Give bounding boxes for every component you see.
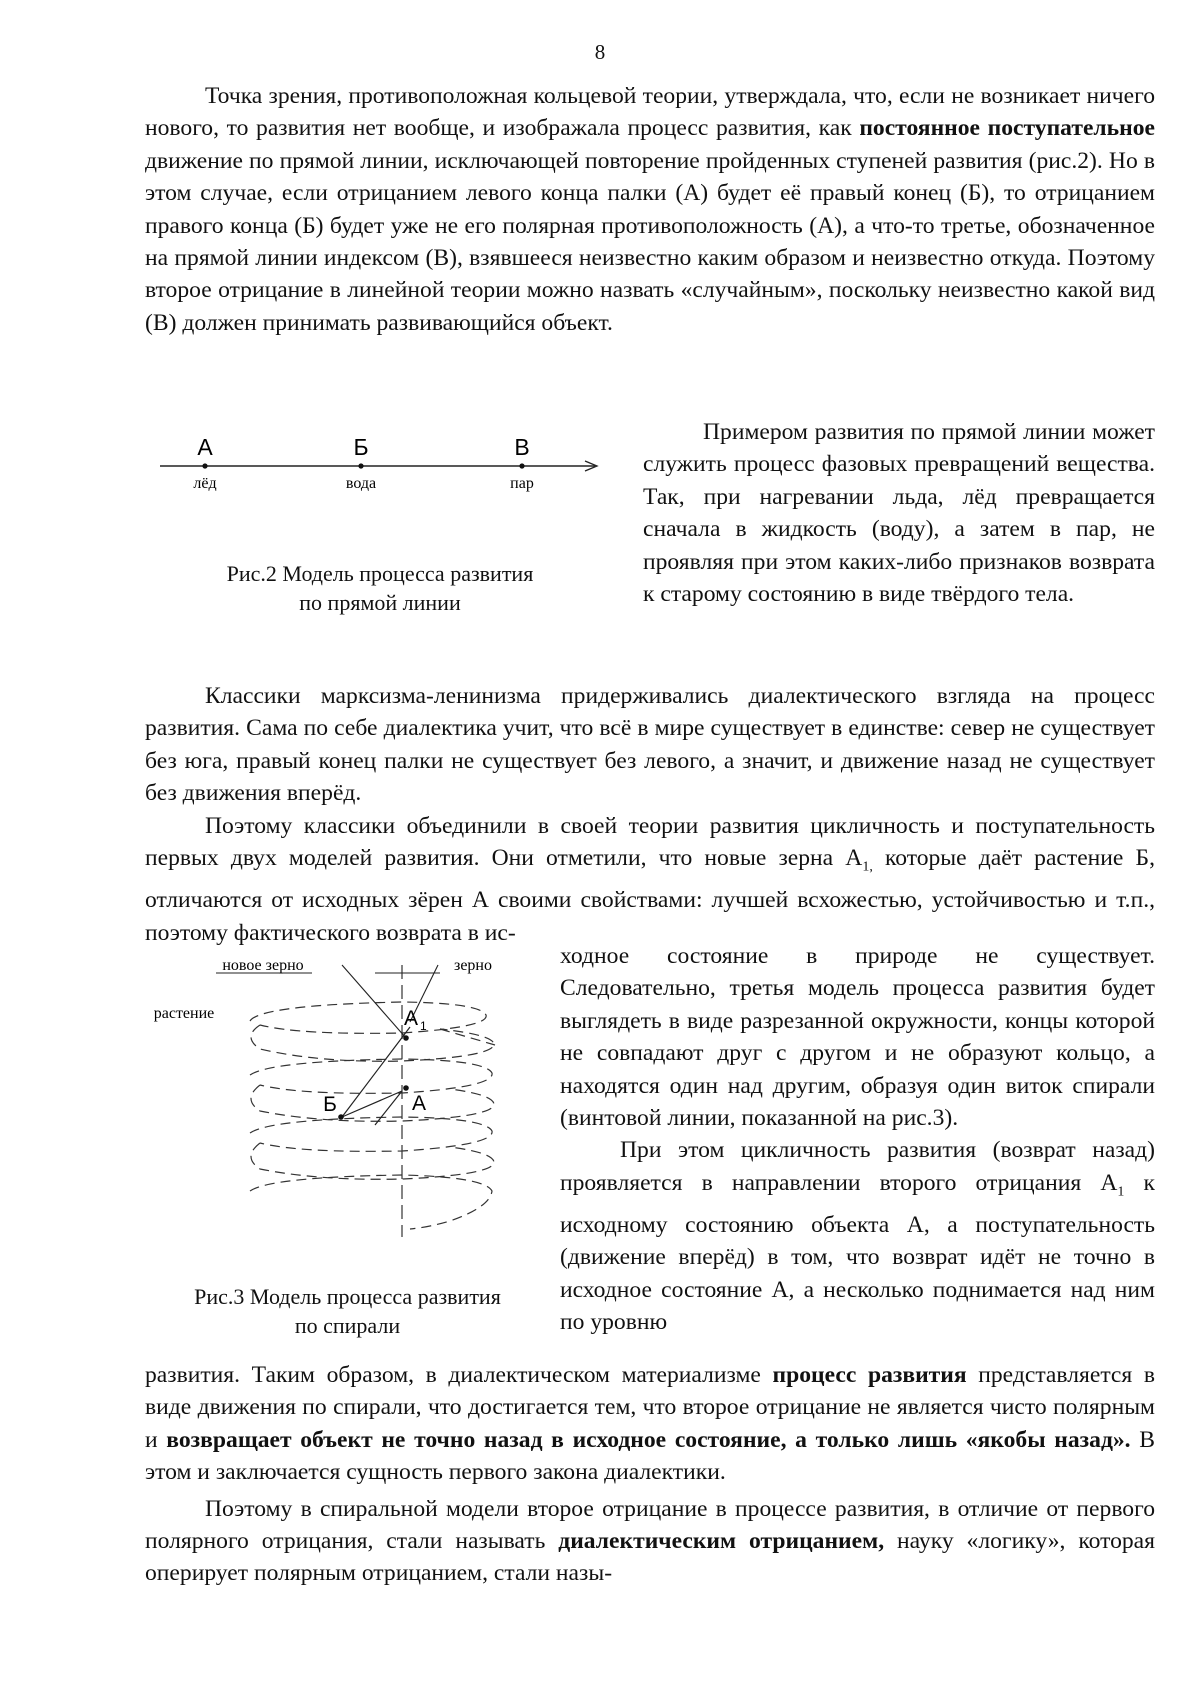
path-b-to-a [342, 1091, 402, 1117]
text-run: При этом цикличность развития (возврат назад) проявляется в направлении второго отрицания А [560, 1137, 1155, 1196]
point-a [403, 1085, 409, 1091]
label-b: Б [323, 1093, 337, 1116]
paragraph-linear-theory [145, 80, 1155, 339]
path-a1-to-b [342, 1027, 410, 1117]
label-plant: растение [153, 1005, 215, 1022]
caption-line: Рис.2 Модель процесса развития [226, 561, 534, 586]
path-a-tail [375, 1091, 402, 1125]
text-run: ходное состояние в природе не существует. Следовательно, третья модель процесса развития будет выглядеть в виде разрезанной окружности, концы которой не совпадают друг с другом и не образуют кольцо, а находятся один над другим, образуя один виток спирали (винтовой линии, показанной на рис.3). [560, 943, 1155, 1132]
caption-line: Рис.3 Модель процесса развития [194, 1284, 501, 1309]
label-a: А [197, 434, 213, 460]
paragraph-classics [145, 680, 1155, 949]
label-a1-subscript: 1 [420, 1019, 427, 1033]
linear-model-diagram [145, 420, 615, 540]
text-run: В этом и заключается сущность первого закона диалектики. [145, 1426, 1155, 1486]
paragraph-phase-example [643, 416, 1155, 610]
text-run: развития. Таким образом, в диалектическом материализме [145, 1362, 773, 1388]
figure-3-caption [150, 1282, 545, 1340]
sublabel-ice: лёд [193, 475, 217, 492]
new-grain-pointer [342, 965, 406, 1038]
text-run: Поэтому классики объединили в своей теории развития цикличность и поступательность первых двух моделей развития. Они отметили, что новые зерна А [145, 812, 1155, 872]
point-v [519, 463, 524, 468]
figure-2-caption [145, 559, 615, 617]
bold-phrase: возвращает объект не точно назад в исходное состояние, а только лишь «якобы назад». [166, 1426, 1131, 1453]
label-v: В [514, 434, 530, 460]
caption-line: по спирали [294, 1313, 401, 1338]
paragraph-third-model [560, 940, 1155, 1339]
label-b: Б [353, 434, 369, 460]
subscript: 1, [862, 859, 873, 875]
point-a1 [403, 1035, 409, 1041]
figure-2 [145, 420, 615, 630]
sublabel-water: вода [345, 475, 377, 492]
point-a [202, 463, 207, 468]
paragraph-dialectic-conclusion [145, 1359, 1155, 1590]
point-b [338, 1114, 344, 1120]
label-new-grain: новое зерно [222, 957, 304, 974]
caption-line: по прямой линии [299, 590, 461, 615]
bold-phrase: диалектическим отрицанием, [558, 1528, 885, 1555]
text-run: которые даёт растение Б, отличаются от исходных зёрен А своими свойствами: лучшей всхожестью, устойчивостью и т.п., поэтому фактического возврата в ис- [145, 845, 1155, 946]
text-run: Точка зрения, противоположная кольцевой теории, утверждала, что, если не возникает ничего нового, то развития нет вообще, и изображала процесс развития, как [145, 83, 1155, 142]
page-number: 8 [594, 40, 606, 64]
label-a1: А [404, 1007, 419, 1030]
text-run: движение по прямой линии, исключающей повторение пройденных ступеней развития (рис.2). Но в этом случае, если отрицанием левого конца палки (А) будет её правый конец (Б), то отрицанием правого конца (Б) будет уже не его полярная противоположность (А), а что-то третье, обозначенное на прямой линии индексом (В), взявшееся неизвестно каким образом и неизвестно откуда. Поэтому второе отрицание в линейной теории можно назвать «случайным», поскольку неизвестно какой вид (В) должен принимать развивающийся объект. [145, 147, 1155, 336]
point-b [358, 463, 363, 468]
text-run: науку «логику», которая оперирует полярным отрицанием, стали назы- [145, 1528, 1155, 1587]
bold-phrase: процесс развития [772, 1362, 967, 1388]
sublabel-steam: пар [510, 475, 534, 492]
text-run: Классики марксизма-ленинизма придерживались диалектического взгляда на процесс развития. Сама по себе диалектика учит, что всё в мире существует в единстве: север не существует без юга, правый конец палки не существует без левого, а значит, и движение назад не существует без движения вперёд. [145, 683, 1155, 807]
label-a: А [412, 1092, 427, 1115]
subscript: 1 [1117, 1184, 1125, 1200]
spiral-turns [250, 1002, 495, 1229]
figure-3 [150, 945, 545, 1338]
bold-phrase: постоянное поступательное [859, 115, 1155, 142]
text-run: к исходному состоянию объекта А, а поступательность (движение вперёд) в том, что возврат идёт не точно в исходное состояние А, а несколько поднимается над ним по уровню [560, 1169, 1155, 1336]
text-run: представляется в виде движения по спирали, что достигается тем, что второе отрицание не является чисто полярным и [145, 1362, 1155, 1453]
text-run: Примером развития по прямой линии может служить процесс фазовых превращений вещества. Так, при нагревании льда, лёд превращается сначала в жидкость (воду), а затем в пар, не проявляя при этом каких-либо признаков возврата к старому состоянию в виде твёрдого тела. [643, 419, 1155, 608]
label-grain: зерно [454, 957, 492, 974]
text-run: Поэтому в спиральной модели второе отрицание в процессе развития, в отличие от первого полярного отрицания, стали называть [145, 1495, 1155, 1555]
spiral-model-diagram [150, 945, 545, 1265]
